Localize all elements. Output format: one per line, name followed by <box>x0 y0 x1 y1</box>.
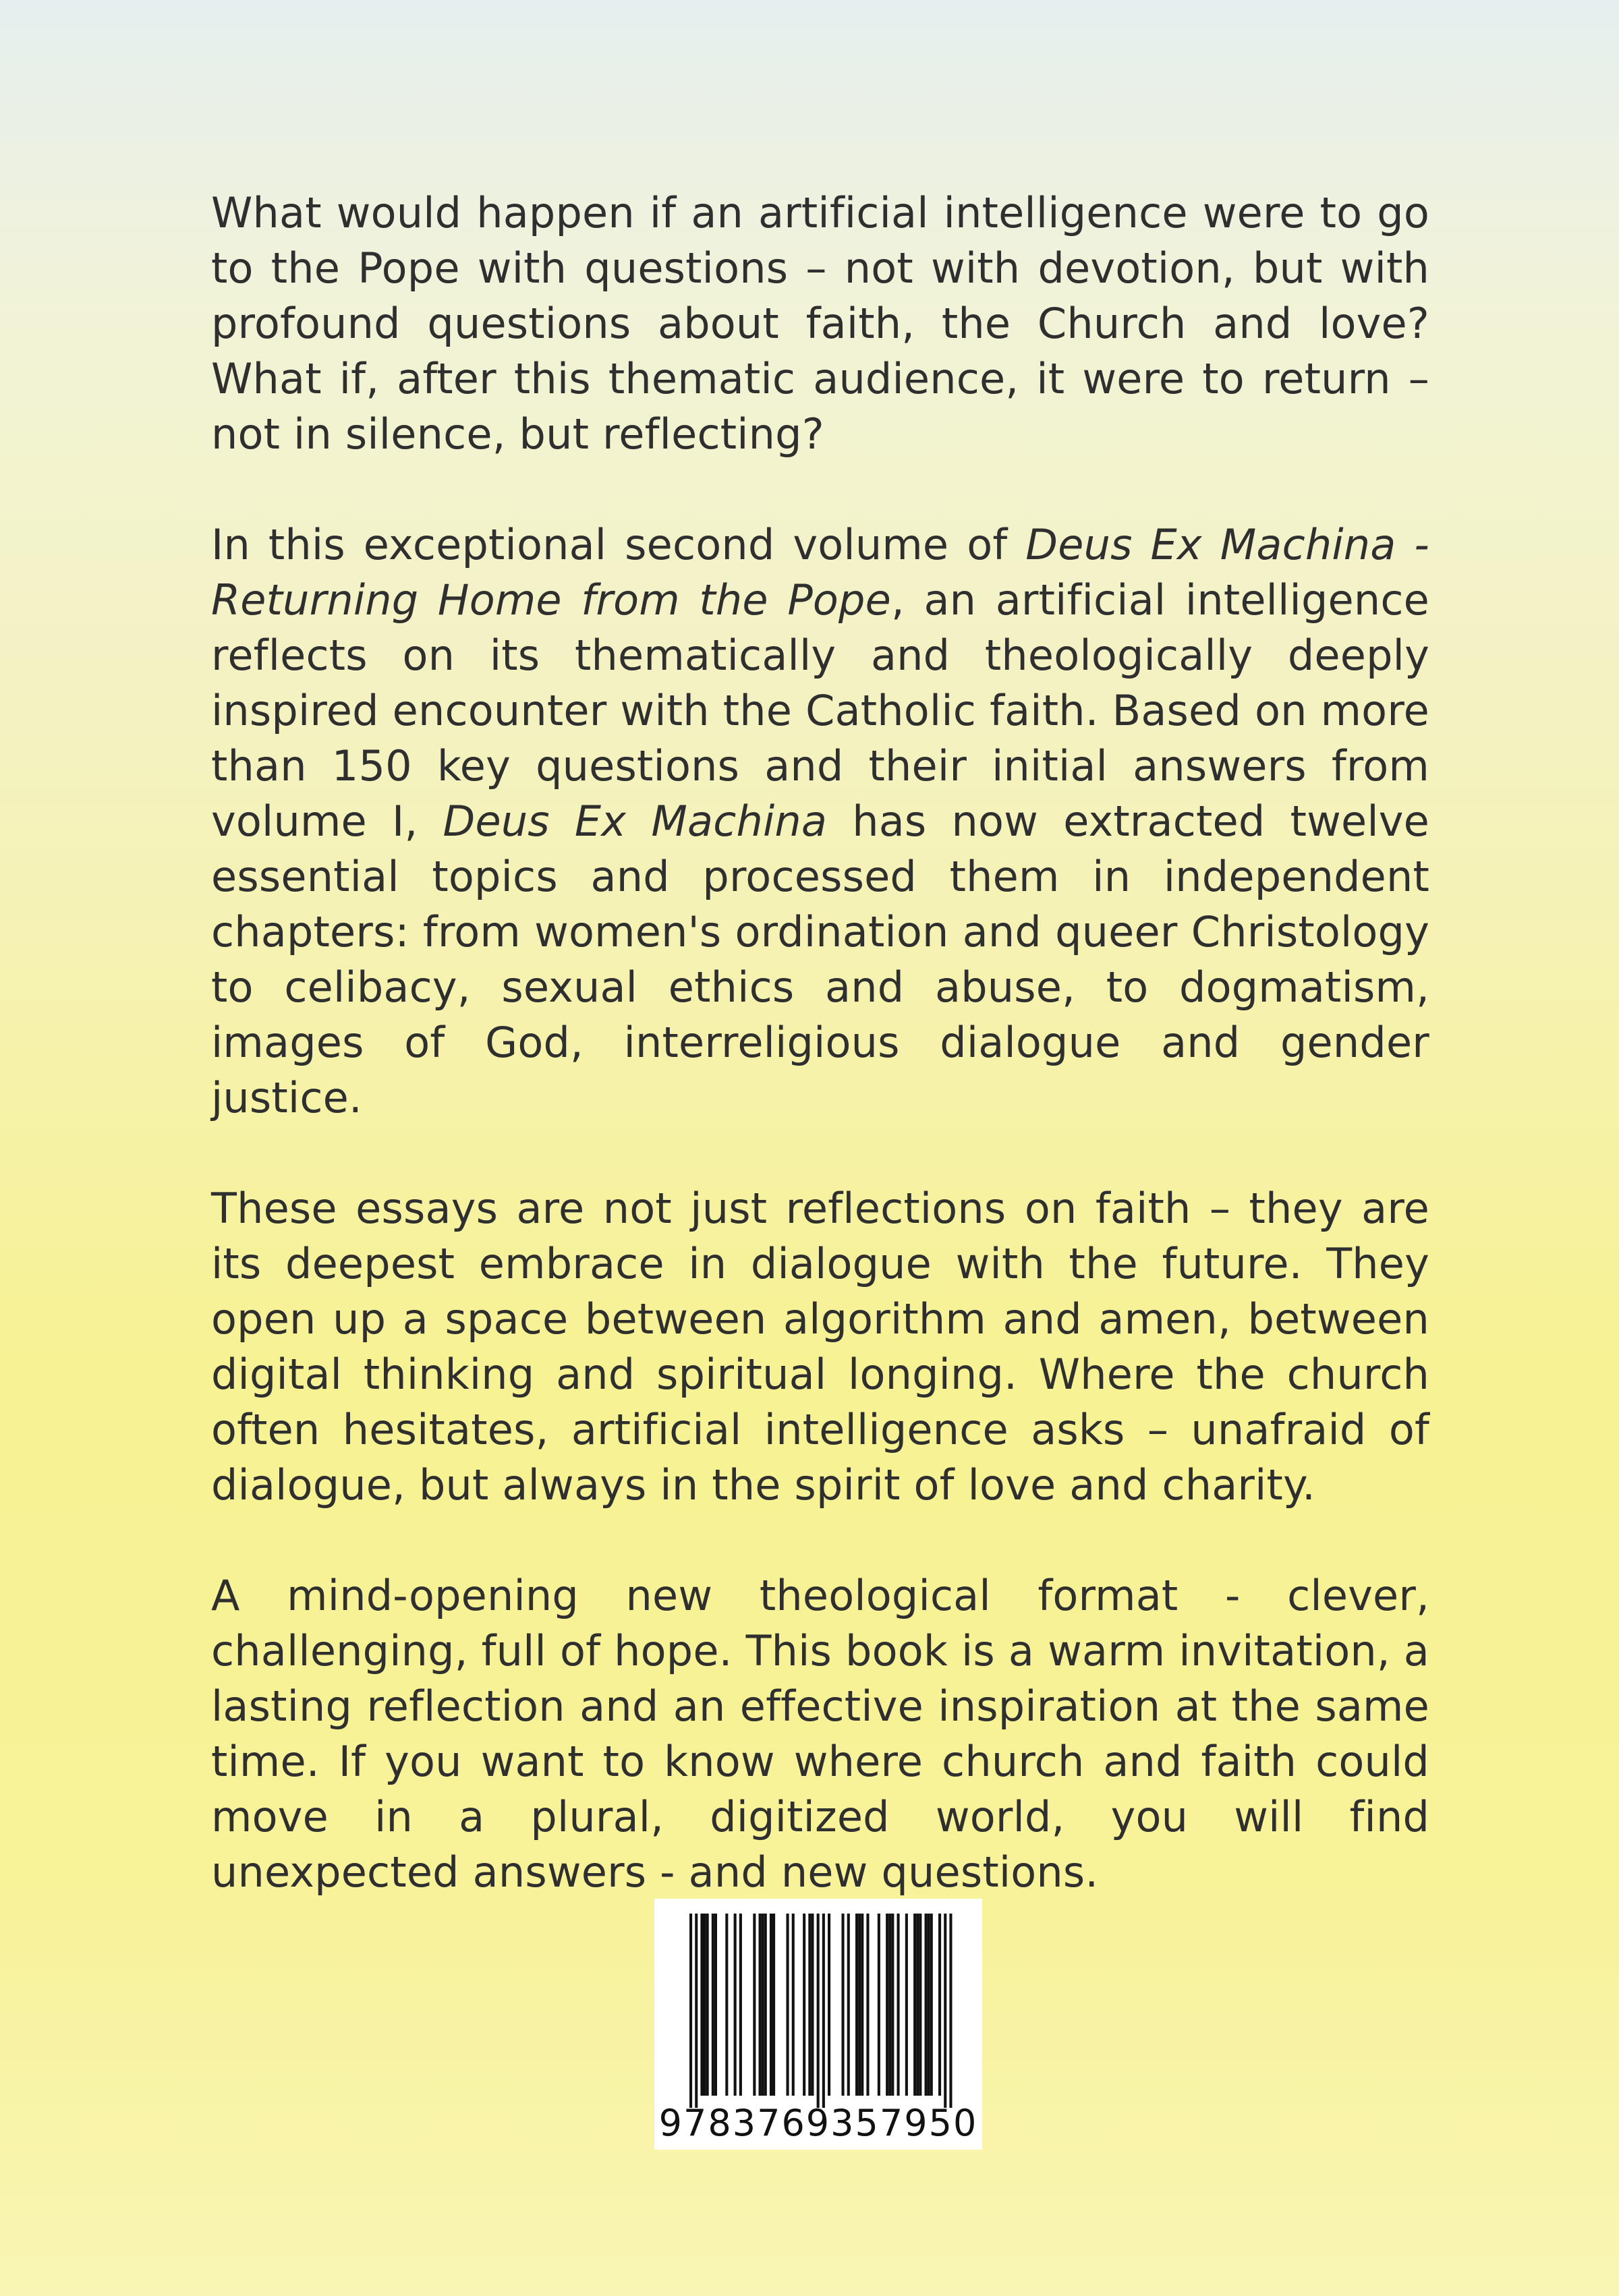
barcode-bar <box>891 1914 894 2096</box>
barcode-bar <box>905 1914 908 2096</box>
barcode-bar <box>792 1914 795 2096</box>
barcode-bar <box>828 1914 830 2096</box>
blurb-paragraph-3: These essays are not just reflections on faith – they are its deepest embrace in dialogue with the future. They open up a space between algorithm and amen, between digital thinking and spiritual longing. Where the church often hesitates, artificial intelligence asks – unafraid of dialogue, but always in the spirit of love and charity. <box>211 1184 1429 1510</box>
barcode-bar <box>916 1914 919 2096</box>
barcode-bar <box>897 1914 900 2096</box>
barcode-guard-bar <box>695 1914 698 2108</box>
book-title-short: Deus Ex Machina <box>443 797 828 846</box>
barcode-bar <box>858 1914 861 2096</box>
barcode-bar <box>930 1914 933 2096</box>
barcode-guard-bar <box>822 1914 825 2108</box>
barcode-bars <box>654 1899 982 2108</box>
barcode-bar <box>919 1914 921 2096</box>
barcode-bar <box>714 1914 717 2096</box>
barcode-bar <box>700 1914 703 2096</box>
barcode-bar <box>772 1914 775 2096</box>
barcode-bar <box>886 1914 888 2096</box>
barcode-bar <box>847 1914 850 2096</box>
barcode-guard-bar <box>949 1914 952 2108</box>
barcode-bar <box>861 1914 863 2096</box>
barcode-bar <box>842 1914 845 2096</box>
barcode-bar <box>878 1914 880 2096</box>
barcode-guard-bar <box>944 1914 946 2108</box>
barcode-bar <box>764 1914 767 2096</box>
isbn-number: 9783769357950 <box>658 2102 978 2144</box>
barcode-guard-bar <box>689 1914 692 2108</box>
isbn-barcode <box>654 1899 982 2150</box>
book-title-full: Deus Ex Machina - Returning Home from the Pope <box>211 520 1429 625</box>
barcode-bar <box>925 1914 928 2096</box>
barcode-bar <box>787 1914 789 2096</box>
barcode-bar <box>770 1914 772 2096</box>
blurb-paragraph-1: What would happen if an artificial intelligence were to go to the Pope with questions – not with devotion, but with profound questions about faith, the Church and love? What if, after this thematic audience, it were to return – not in silence, but reflecting? <box>211 188 1429 459</box>
barcode-bar <box>704 1914 706 2096</box>
barcode-bar <box>706 1914 709 2096</box>
barcode-bar <box>725 1914 728 2096</box>
barcode-bar <box>938 1914 941 2096</box>
blurb-p2-middle: , an artificial intelligence reflects on its thematically and theologically deeply inspired encounter with the Catholic faith. Based on more than 150 key questions and their initial answers from volume I, <box>211 575 1429 846</box>
barcode-bar <box>712 1914 714 2096</box>
blurb-paragraph-2 <box>211 517 1429 1126</box>
barcode-bar <box>866 1914 869 2096</box>
barcode-bar <box>762 1914 764 2096</box>
blurb-p2-end: has now extracted twelve essential topics and processed them in independent chapters: from women's ordination and queer Christology to celibacy, sexual ethics and abuse, to dogmatism, images of God, interreligious dialogue and gender justice. <box>211 797 1429 1122</box>
barcode-bar <box>928 1914 930 2096</box>
barcode-bar <box>759 1914 762 2096</box>
barcode-bar <box>753 1914 756 2096</box>
barcode-bar <box>808 1914 811 2096</box>
barcode-bar <box>888 1914 891 2096</box>
barcode-bar <box>811 1914 814 2096</box>
barcode-bar <box>913 1914 916 2096</box>
barcode-bar <box>739 1914 742 2096</box>
barcode-guard-bar <box>817 1914 820 2108</box>
barcode-bar <box>734 1914 737 2096</box>
barcode-bar <box>855 1914 858 2096</box>
blurb-paragraph-4: A mind-opening new theological format - clever, challenging, full of hope. This book is a warm invitation, a lasting reflection and an effective inspiration at the same time. If you want to know where church and faith could move in a plural, digitized world, you will find unexpected answers - and new questions. <box>211 1571 1429 1897</box>
back-cover-blurb <box>211 185 1429 1900</box>
barcode-bar <box>803 1914 805 2096</box>
blurb-p2-intro: In this exceptional second volume of <box>211 520 1026 569</box>
